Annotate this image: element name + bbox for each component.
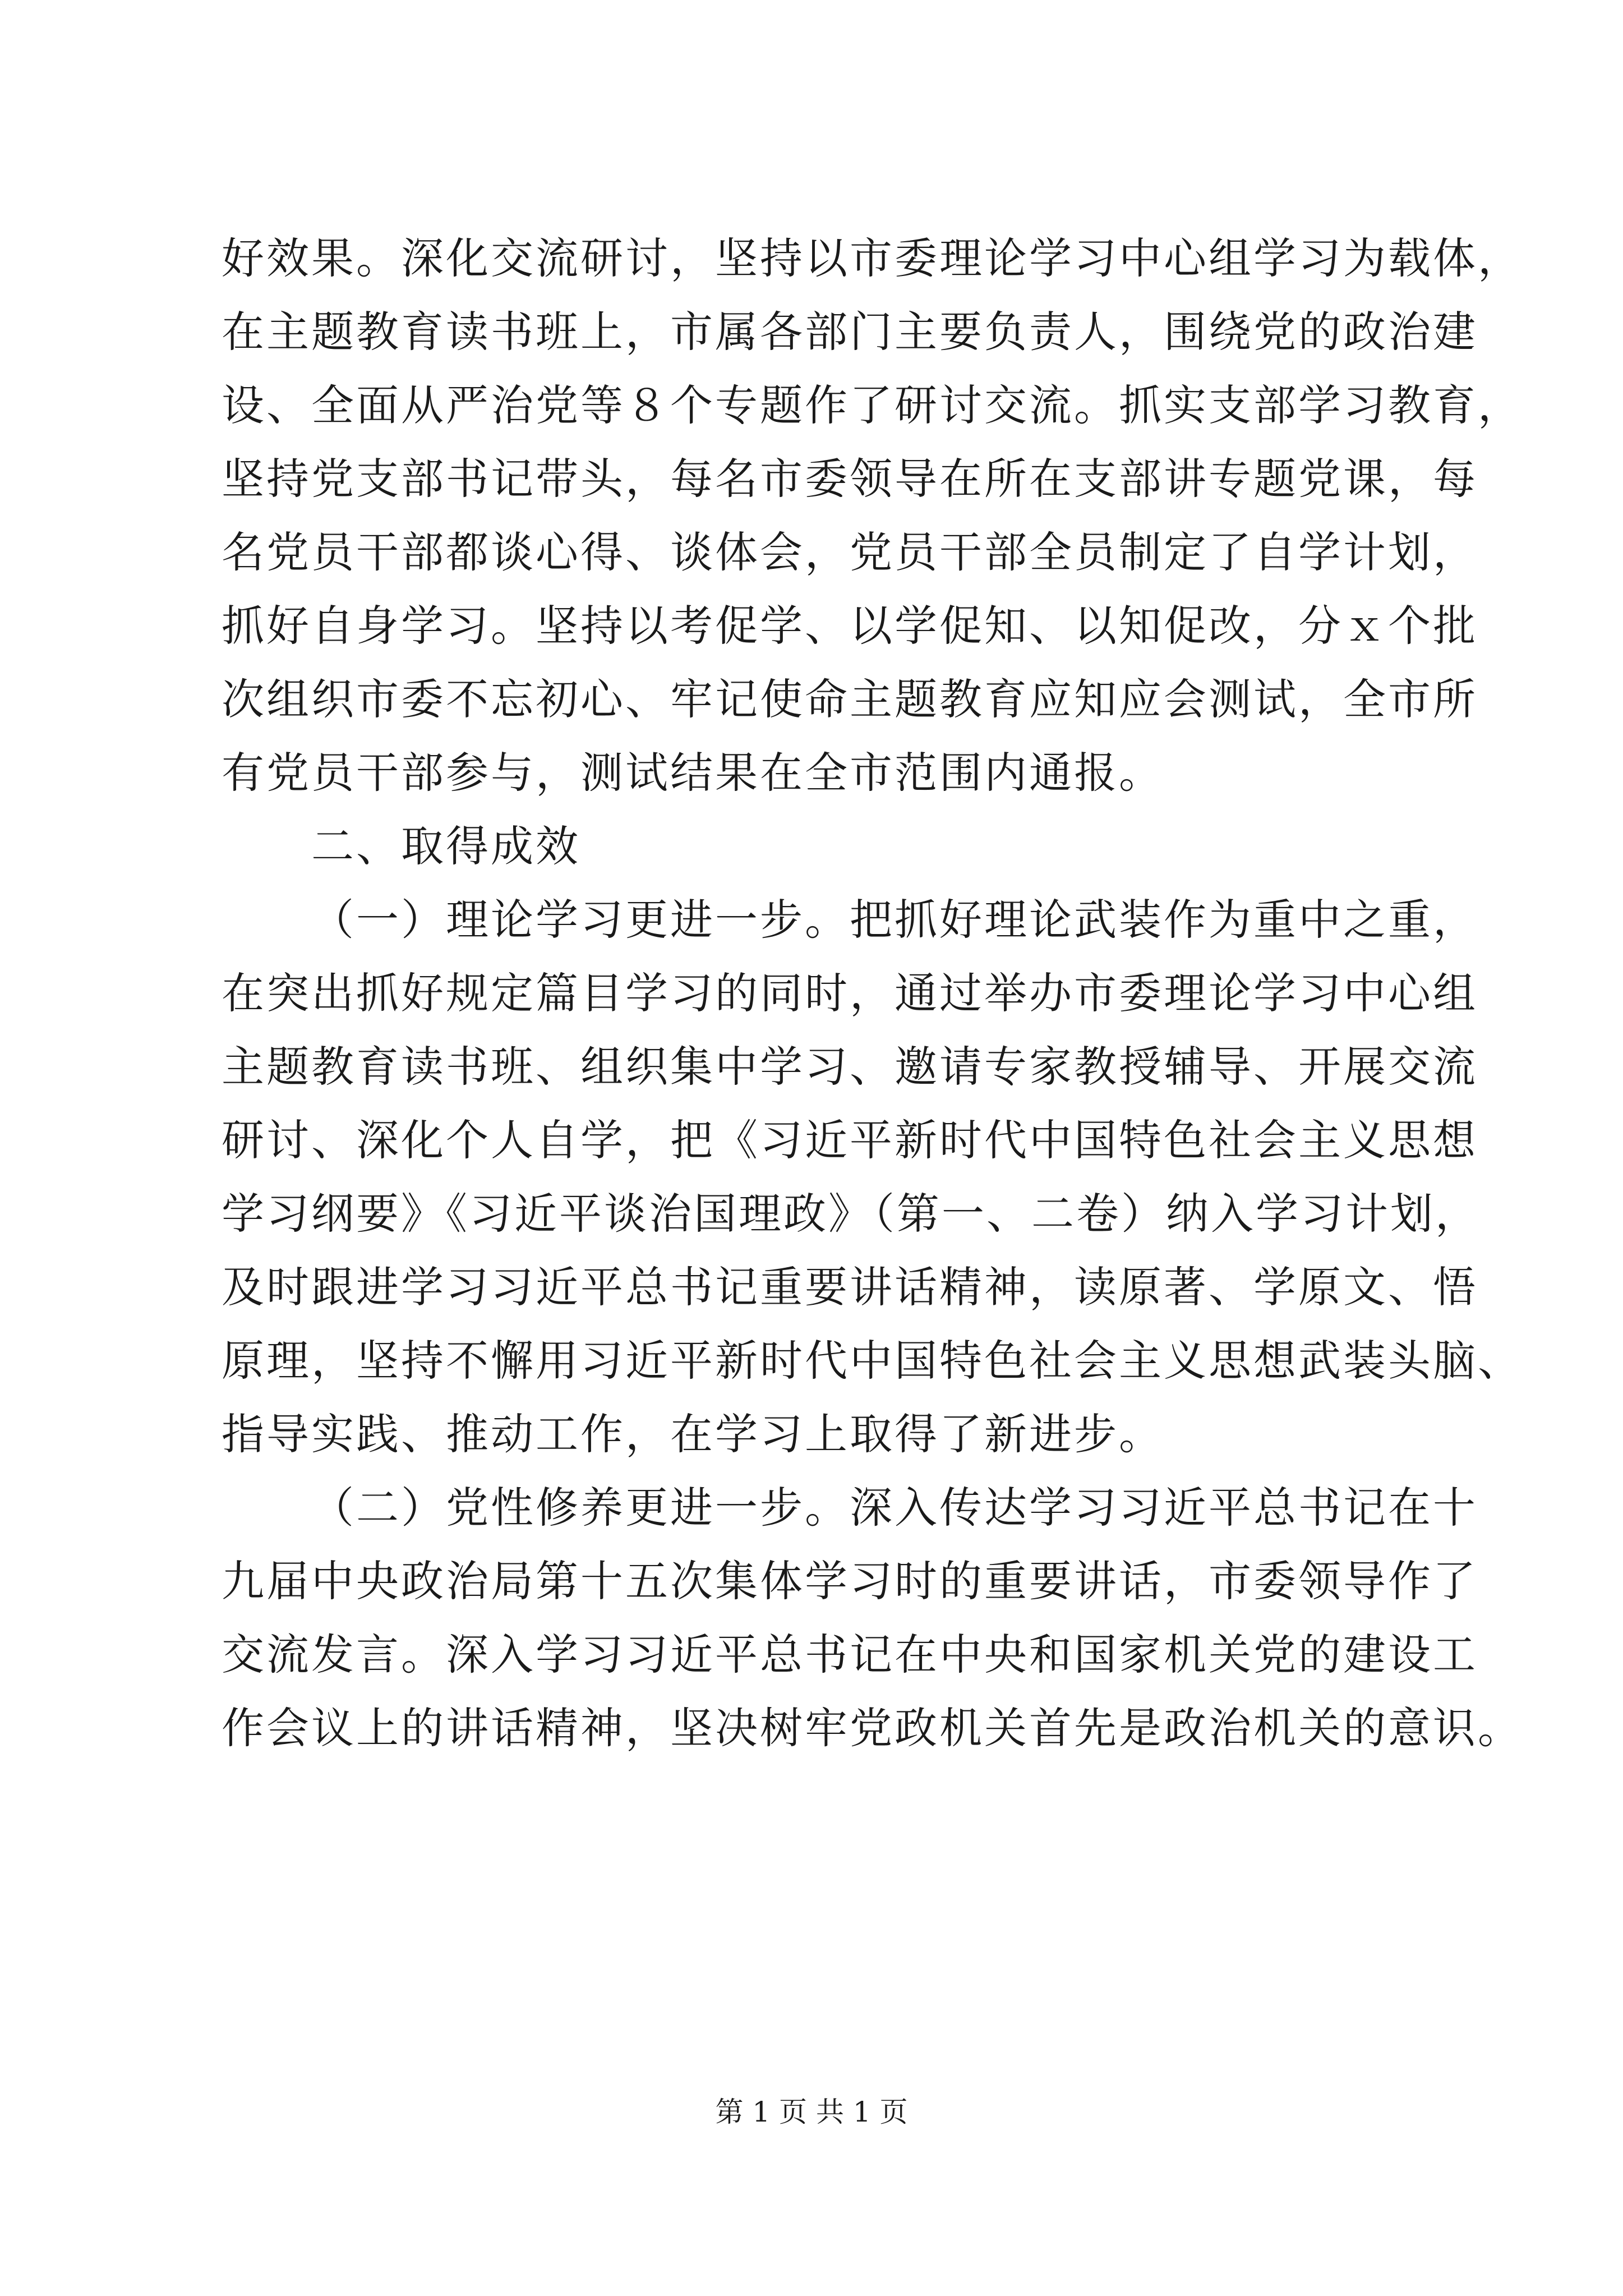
- text-line: （一）理论学习更进一步。把抓好理论武装作为重中之重，: [311, 895, 1478, 945]
- text-line: 及时跟进学习习近平总书记重要讲话精神，读原著、学原文、悟: [222, 1262, 1478, 1312]
- paragraph-3: [222, 1471, 1523, 1765]
- section-heading: [222, 809, 1422, 883]
- text-line: 原理，坚持不懈用习近平新时代中国特色社会主义思想武装头脑、: [222, 1336, 1523, 1386]
- text-line: 次组织市委不忘初心、牢记使命主题教育应知应会测试，全市所: [222, 674, 1478, 724]
- text-line: 作会议上的讲话精神，坚决树牢党政机关首先是政治机关的意识。: [222, 1703, 1523, 1753]
- page-number: 第 1 页 共 1 页: [715, 2096, 908, 2128]
- text-line: 名党员干部都谈心得、谈体会，党员干部全员制定了自学计划，: [222, 527, 1478, 577]
- text-line: 交流发言。深入学习习近平总书记在中央和国家机关党的建设工: [222, 1630, 1478, 1680]
- text-line: 主题教育读书班、组织集中学习、邀请专家教授辅导、开展交流: [222, 1042, 1478, 1092]
- text-line: 有党员干部参与，测试结果在全市范围内通报。: [222, 748, 1164, 798]
- text-line: 抓好自身学习。坚持以考促学、以学促知、以知促改，分ｘ个批: [222, 601, 1478, 651]
- text-line: 在突出抓好规定篇目学习的同时，通过举办市委理论学习中心组: [222, 968, 1478, 1018]
- text-line: 九届中央政治局第十五次集体学习时的重要讲话，市委领导作了: [222, 1556, 1478, 1606]
- text-line: 在主题教育读书班上，市属各部门主要负责人，围绕党的政治建: [222, 307, 1478, 357]
- text-line: 坚持党支部书记带头，每名市委领导在所在支部讲专题党课，每: [222, 454, 1478, 504]
- text-line: 学习纲要》《习近平谈治国理政》（第一、二卷）纳入学习计划，: [222, 1189, 1480, 1239]
- page-footer: [0, 2090, 1623, 2130]
- text-line: 设、全面从严治党等８个专题作了研讨交流。抓实支部学习教育，: [222, 380, 1523, 430]
- text-line: 研讨、深化个人自学，把《习近平新时代中国特色社会主义思想: [222, 1115, 1478, 1165]
- paragraph-1: [222, 222, 1523, 809]
- text-line: 指导实践、推动工作，在学习上取得了新进步。: [222, 1409, 1164, 1459]
- text-line: 好效果。深化交流研讨，坚持以市委理论学习中心组学习为载体，: [222, 233, 1523, 283]
- text-line: （二）党性修养更进一步。深入传达学习习近平总书记在十: [311, 1483, 1478, 1533]
- document-body: [222, 222, 1523, 1765]
- section-heading-text: 二、取得成效: [311, 821, 580, 871]
- paragraph-2: [222, 883, 1523, 1471]
